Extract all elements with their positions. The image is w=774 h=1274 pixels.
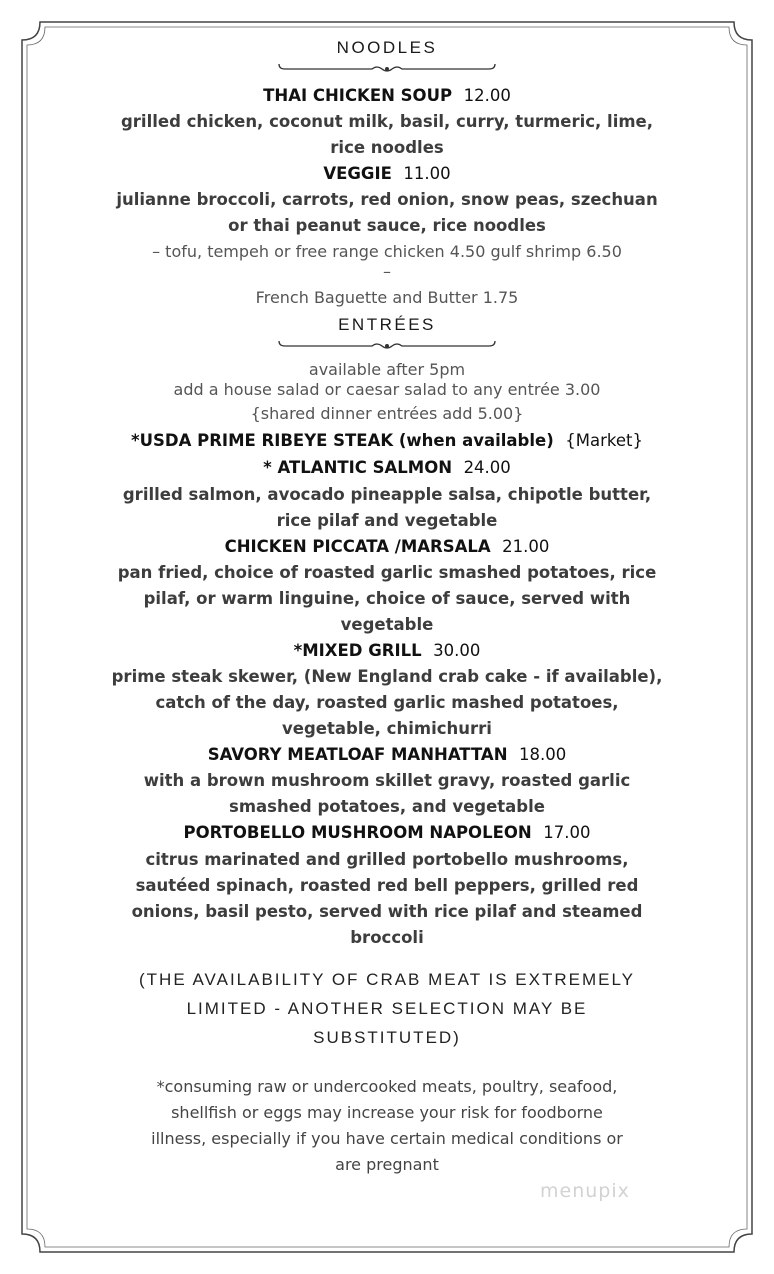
menu-item-title: *MIXED GRILL 30.00	[293, 641, 481, 660]
consumption-disclaimer: *consuming raw or undercooked meats, poultry, seafood,	[156, 1077, 618, 1096]
menu-item-title: VEGGIE 11.00	[323, 164, 451, 183]
menu-item-title: *USDA PRIME RIBEYE STEAK (when available) {Market}	[131, 431, 643, 450]
menu-item-description: catch of the day, roasted garlic mashed potatoes,	[155, 693, 619, 712]
menu-item-title: CHICKEN PICCATA /MARSALA 21.00	[224, 537, 550, 556]
noodles-addons: – tofu, tempeh or free range chicken 4.50 gulf shrimp 6.50	[152, 242, 622, 261]
entrees-note: available after 5pm	[308, 360, 466, 379]
menu-item-description: broccoli	[350, 928, 424, 947]
consumption-disclaimer: are pregnant	[335, 1155, 439, 1174]
ornament-divider-icon	[277, 337, 497, 353]
noodles-heading: NOODLES	[336, 38, 438, 57]
menu-item-description: onions, basil pesto, served with rice pilaf and steamed	[131, 902, 643, 921]
entrees-note: add a house salad or caesar salad to any entrée 3.00	[173, 380, 601, 399]
menu-item-description: smashed potatoes, and vegetable	[229, 797, 545, 816]
crab-availability-notice: LIMITED - ANOTHER SELECTION MAY BE	[186, 999, 588, 1018]
noodles-addons-dash: –	[383, 262, 391, 281]
crab-availability-notice: SUBSTITUTED)	[313, 1028, 461, 1047]
menu-item-description: rice noodles	[330, 138, 444, 157]
ornament-divider-icon	[277, 60, 497, 76]
entrees-heading: ENTRÉES	[338, 315, 436, 334]
menu-item-description: or thai peanut sauce, rice noodles	[228, 216, 546, 235]
menu-item-title: SAVORY MEATLOAF MANHATTAN 18.00	[207, 745, 567, 764]
crab-availability-notice: (THE AVAILABILITY OF CRAB MEAT IS EXTREMELY	[139, 970, 635, 989]
menu-item-description: grilled salmon, avocado pineapple salsa, chipotle butter,	[122, 485, 652, 504]
menu-item-description: grilled chicken, coconut milk, basil, curry, turmeric, lime,	[120, 112, 654, 131]
menu-item-description: pilaf, or warm linguine, choice of sauce, served with	[143, 589, 631, 608]
menu-item-description: rice pilaf and vegetable	[276, 511, 498, 530]
menu-item-title: PORTOBELLO MUSHROOM NAPOLEON 17.00	[183, 823, 591, 842]
menu-item-description: vegetable, chimichurri	[282, 719, 492, 738]
menu-item-description: with a brown mushroom skillet gravy, roasted garlic	[143, 771, 631, 790]
menu-item-description: sautéed spinach, roasted red bell peppers, grilled red	[135, 876, 639, 895]
consumption-disclaimer: shellfish or eggs may increase your risk for foodborne	[171, 1103, 603, 1122]
menu-item-description: pan fried, choice of roasted garlic smashed potatoes, rice	[117, 563, 657, 582]
menu-item-title: * ATLANTIC SALMON 24.00	[263, 458, 511, 477]
consumption-disclaimer: illness, especially if you have certain medical conditions or	[151, 1129, 623, 1148]
menu-item-description: julianne broccoli, carrots, red onion, snow peas, szechuan	[116, 190, 658, 209]
menu-item-title: THAI CHICKEN SOUP 12.00	[263, 86, 511, 105]
baguette-line: French Baguette and Butter 1.75	[255, 288, 519, 307]
menu-item-description: prime steak skewer, (New England crab cake - if available),	[111, 667, 663, 686]
entrees-note: {shared dinner entrées add 5.00}	[250, 404, 524, 423]
menupix-watermark: menupix	[540, 1180, 630, 1202]
menu-item-description: vegetable	[340, 615, 434, 634]
menu-item-description: citrus marinated and grilled portobello mushrooms,	[145, 850, 629, 869]
